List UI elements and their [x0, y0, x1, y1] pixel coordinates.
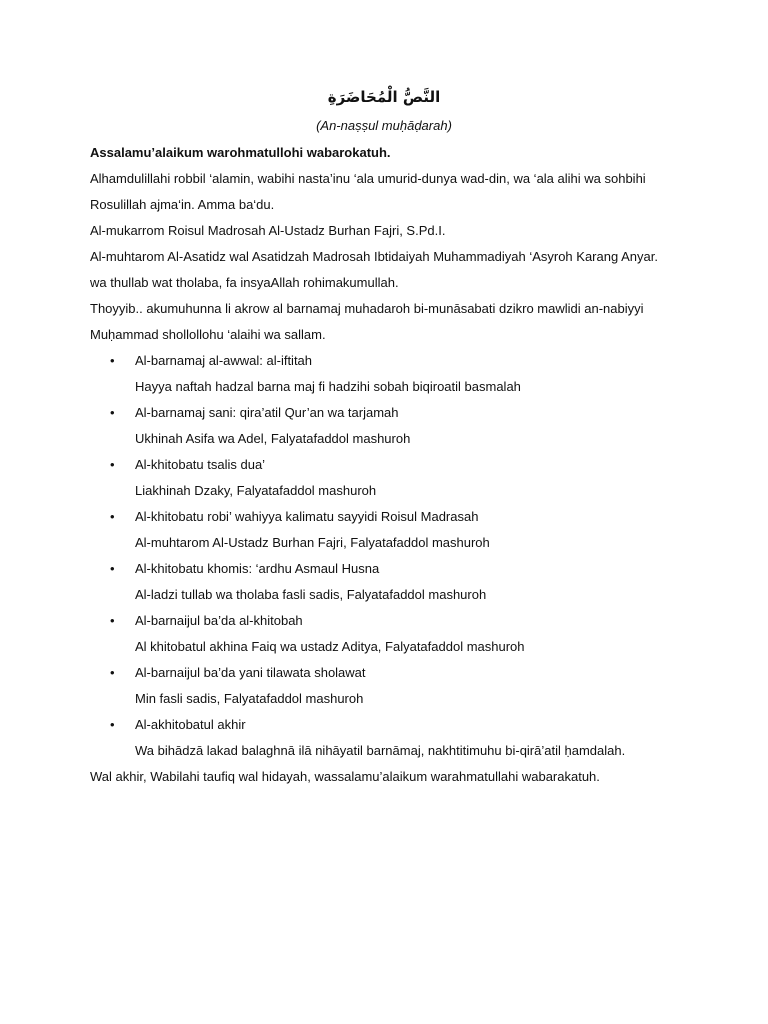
program-list	[90, 348, 690, 764]
program-item-title: Al-barnamaj al-awwal: al-iftitah	[135, 353, 313, 368]
intro-line: Alhamdulillahi robbil ‘alamin, wabihi nasta’inu ‘ala umurid-dunya wad-din, wa ‘ala alihi wa sohbihi	[90, 171, 646, 186]
program-item-title: Al-barnamaj sani: qira’atil Qur’an wa tarjamah	[135, 405, 399, 420]
program-item-title: Al-akhitobatul akhir	[135, 717, 246, 732]
program-item-title: Al-khitobatu tsalis dua’	[135, 457, 266, 472]
intro-line: Al-muhtarom Al-Asatidz wal Asatidzah Madrosah Ibtidaiyah Muhammadiyah ‘Asyroh Karang Anyar.	[90, 249, 658, 264]
intro-line: Al-mukarrom Roisul Madrosah Al-Ustadz Burhan Fajri, S.Pd.I.	[90, 223, 446, 238]
greeting-line: Assalamu’alaikum warohmatullohi wabarokatuh.	[90, 145, 391, 160]
program-list-item	[90, 608, 690, 660]
bullet-icon: •	[110, 613, 115, 628]
program-item-detail: Min fasli sadis, Falyatafaddol mashuroh	[135, 691, 364, 706]
bullet-icon: •	[110, 457, 115, 472]
program-item-detail: Al khitobatul akhina Faiq wa ustadz Aditya, Falyatafaddol mashuroh	[135, 639, 525, 654]
document-title-arabic: النَّصُّ الْمُحَاضَرَةِ	[327, 88, 441, 106]
bullet-icon: •	[110, 717, 115, 732]
bullet-icon: •	[110, 509, 115, 524]
closing-line: Wal akhir, Wabilahi taufiq wal hidayah, wassalamu’alaikum warahmatullahi wabarakatuh.	[90, 769, 600, 784]
program-item-title: Al-barnaijul ba’da al-khitobah	[135, 613, 303, 628]
program-item-title: Al-barnaijul ba’da yani tilawata sholawat	[135, 665, 366, 680]
document-body	[90, 140, 690, 790]
program-list-item	[90, 556, 690, 608]
bullet-icon: •	[110, 405, 115, 420]
program-item-title: Al-khitobatu robi’ wahiyya kalimatu sayyidi Roisul Madrasah	[135, 509, 479, 524]
program-list-item	[90, 400, 690, 452]
program-list-item	[90, 452, 690, 504]
program-item-detail: Al-ladzi tullab wa tholaba fasli sadis, Falyatafaddol mashuroh	[135, 587, 487, 602]
program-list-item	[90, 712, 690, 764]
program-item-detail: Ukhinah Asifa wa Adel, Falyatafaddol mashuroh	[135, 431, 411, 446]
program-list-item	[90, 348, 690, 400]
program-list-item	[90, 660, 690, 712]
intro-line: Thoyyib.. akumuhunna li akrow al barnamaj muhadaroh bi-munāsabati dzikro mawlidi an-nabiyyi	[90, 301, 644, 316]
program-item-detail: Wa bihādzā lakad balaghnā ilā nihāyatil barnāmaj, nakhtitimuhu bi-qirā’atil ḥamdalah.	[135, 743, 626, 758]
intro-line: wa thullab wat tholaba, fa insyaAllah rohimakumullah.	[90, 275, 399, 290]
bullet-icon: •	[110, 353, 115, 368]
program-item-detail: Liakhinah Dzaky, Falyatafaddol mashuroh	[135, 483, 377, 498]
program-item-title: Al-khitobatu khomis: ‘ardhu Asmaul Husna	[135, 561, 380, 576]
bullet-icon: •	[110, 561, 115, 576]
program-list-item	[90, 504, 690, 556]
bullet-icon: •	[110, 665, 115, 680]
program-item-detail: Al-muhtarom Al-Ustadz Burhan Fajri, Falyatafaddol mashuroh	[135, 535, 490, 550]
document-title-transliteration: (An-naṣṣul muḥāḍarah)	[316, 118, 452, 133]
program-item-detail: Hayya naftah hadzal barna maj fi hadzihi sobah biqiroatil basmalah	[135, 379, 521, 394]
intro-line: Rosulillah ajma‘in. Amma ba‘du.	[90, 197, 275, 212]
intro-line: Muḥammad shollollohu ‘alaihi wa sallam.	[90, 327, 326, 342]
